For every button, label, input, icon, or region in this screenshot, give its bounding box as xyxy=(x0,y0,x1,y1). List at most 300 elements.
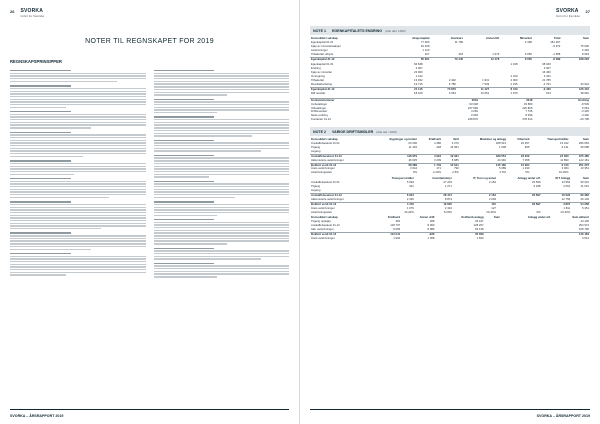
table-cell: 116 979 xyxy=(368,154,418,158)
table-cell: 6 904 xyxy=(372,193,415,197)
column-header: Transport-midler xyxy=(391,176,414,181)
text-line xyxy=(154,163,290,164)
text-line xyxy=(154,250,290,251)
text-line xyxy=(10,168,146,169)
text-line xyxy=(10,264,146,265)
table-cell: 1 193 xyxy=(522,166,530,171)
paragraph-heading xyxy=(10,111,71,112)
table-cell: 65 661 xyxy=(385,57,430,61)
text-line xyxy=(154,119,290,120)
data-table xyxy=(310,216,590,242)
brand-name: SVORKA xyxy=(556,8,579,14)
table-cell: -29 738 xyxy=(579,117,589,122)
text-line xyxy=(154,130,290,131)
table-cell: 7 949 xyxy=(482,81,490,86)
text-line xyxy=(10,140,146,141)
table-cell: 15 964 xyxy=(507,163,530,167)
table-cell: 8 056 xyxy=(500,57,533,61)
table-cell: 1 271 xyxy=(444,184,452,189)
text-line xyxy=(10,119,146,120)
table-cell: 1 904 xyxy=(393,235,401,240)
table-cell: 1 979 xyxy=(510,90,518,95)
text-line xyxy=(154,171,290,172)
table-cell: Omregning xyxy=(311,74,325,79)
text-line xyxy=(10,101,146,102)
page-number: 26 xyxy=(10,9,15,14)
table-cell: Anskaffelseskost 31.12 xyxy=(310,193,372,197)
table-cell: Anskaffelseskost 31.12 xyxy=(311,223,340,228)
table-cell: 12 756 xyxy=(561,196,571,201)
table-cell: -9 430 xyxy=(519,87,552,91)
table-cell: 790 xyxy=(454,166,459,171)
paragraph-heading xyxy=(154,116,215,117)
table-cell: -1 558 xyxy=(552,51,561,56)
table-cell: 2 049 xyxy=(488,196,496,201)
column-header: Sum xyxy=(582,36,589,40)
table-cell: 8 060 xyxy=(427,223,435,228)
table-cell: 43 447 xyxy=(475,219,484,224)
text-line xyxy=(10,107,66,108)
table-cell: 1 079 xyxy=(406,205,414,210)
table-cell: 16 623 xyxy=(542,193,572,197)
column-header: Sum xyxy=(582,176,589,181)
text-line xyxy=(10,81,117,82)
table-cell: Diff resultat xyxy=(311,90,326,95)
table-cell: 251 373 xyxy=(570,163,590,167)
text-line xyxy=(10,197,109,198)
table-cell: 18 109 xyxy=(414,90,423,95)
table-cell: 0% xyxy=(536,209,541,214)
text-line xyxy=(154,186,290,187)
table-cell: 127 xyxy=(491,205,496,210)
text-line xyxy=(10,240,146,241)
text-line xyxy=(10,116,146,117)
table-cell: 6 664 xyxy=(582,105,589,110)
column-header: Sum xyxy=(582,137,589,142)
table-cell: Utbetalinger xyxy=(311,105,327,110)
table-cell: 146 184 xyxy=(552,233,590,237)
table-cell: 93 048 xyxy=(469,101,478,106)
text-line xyxy=(10,181,146,182)
table-cell: 66 848 xyxy=(414,62,423,67)
table-cell: Endring xyxy=(311,66,321,71)
table-cell: 22 357 xyxy=(520,141,530,146)
text-line xyxy=(10,258,146,259)
text-line xyxy=(154,227,290,228)
table-cell: 6 056 xyxy=(524,51,532,56)
column-header: Total xyxy=(553,36,561,40)
table-cell: 0% xyxy=(412,170,418,175)
table-cell: Årets avskrivninger xyxy=(311,205,335,210)
text-line xyxy=(154,122,290,123)
text-line xyxy=(10,212,146,213)
text-line xyxy=(10,78,146,79)
brand-name: SVORKA xyxy=(20,8,44,14)
data-table xyxy=(310,177,590,216)
text-line xyxy=(154,150,261,151)
text-line xyxy=(10,122,146,123)
table-cell: 11 031 xyxy=(580,184,589,189)
table-cell: 8 396 xyxy=(525,113,533,118)
text-line xyxy=(10,99,146,100)
table-cell: 19 715 xyxy=(414,81,423,86)
table-cell: 2 438 xyxy=(524,39,532,44)
table-cell: 26 697 xyxy=(497,193,542,197)
table-cell: 4 486 xyxy=(434,141,442,146)
column-header: Konsolidert selskap xyxy=(311,36,338,40)
table-cell: 7 358 xyxy=(522,157,530,162)
table-cell: Årets avskrivninger xyxy=(311,166,335,171)
table-cell: Årets avskrivninger xyxy=(311,235,335,240)
text-line xyxy=(154,207,290,208)
data-table xyxy=(310,138,590,177)
table-cell: 5-20% xyxy=(443,209,452,214)
table-cell: Tilgang xyxy=(311,184,321,189)
table-cell: 448 xyxy=(436,144,442,149)
body-text-columns xyxy=(10,67,289,279)
table-cell: 44 136 xyxy=(580,219,589,224)
table-cell: Kjøp av minoritet xyxy=(311,70,332,75)
column-header: Minoritet xyxy=(520,36,532,40)
table-cell: 3 867 xyxy=(542,202,572,206)
page-title: NOTER TIL REGNSKAPET FOR 2019 xyxy=(85,38,214,45)
paragraph-heading xyxy=(154,99,215,100)
brand-tagline: Grönt for framtida xyxy=(20,14,44,18)
text-line xyxy=(154,256,290,257)
column-header: Transportmidler xyxy=(547,137,569,142)
table-cell: 145 160 xyxy=(460,163,507,167)
table-cell: 16 460 xyxy=(542,70,551,75)
table-cell: 2 402 xyxy=(448,78,456,83)
text-column-1 xyxy=(10,67,146,279)
page-number: 27 xyxy=(585,9,590,14)
table-cell: 4 512 xyxy=(582,235,589,240)
text-line xyxy=(154,148,290,149)
column-header: IKT Anlegg xyxy=(555,176,571,181)
table-cell: -3 445 xyxy=(581,109,589,114)
table-cell: Avgang xyxy=(311,148,321,153)
column-header: Maskiner og anlegg xyxy=(479,137,506,142)
table-cell: 20-33% xyxy=(486,209,496,214)
paragraph-heading xyxy=(154,140,215,141)
text-line xyxy=(10,223,146,224)
table-cell: 1 679 xyxy=(492,51,500,56)
column-header: Konsolidert selskap xyxy=(311,215,338,220)
column-header: Sum aktivert xyxy=(572,215,589,220)
table-cell: 21 363 xyxy=(530,154,569,158)
text-line xyxy=(154,101,290,102)
paragraph-heading xyxy=(10,253,71,254)
table-cell: 613 xyxy=(546,90,551,95)
page-footer: SVORKA – ÅRSRAPPORT 2019 xyxy=(10,414,64,418)
column-header: Overkurs xyxy=(450,36,464,40)
column-header: Aksje-kapital xyxy=(412,36,430,40)
table-cell: 227 xyxy=(424,51,430,56)
table-cell: 1 120 xyxy=(422,47,430,52)
table-cell: 68 046 xyxy=(542,62,551,67)
table-cell: 15 222 xyxy=(560,141,569,146)
paragraph-heading xyxy=(10,70,71,71)
note-unit: (Alle tall i 1000) xyxy=(376,129,397,134)
table-cell: Avgang xyxy=(311,188,321,192)
text-line xyxy=(154,224,290,225)
text-line xyxy=(10,220,146,221)
text-line xyxy=(10,261,146,262)
text-line xyxy=(10,88,146,89)
table-cell: Tilgang xyxy=(311,144,321,149)
page-footer: SVORKA – ÅRSRAPPORT 2019 xyxy=(536,414,590,418)
column-header: Sum xyxy=(493,215,500,220)
table-cell: 2 434 xyxy=(444,205,452,210)
text-line xyxy=(154,212,290,213)
text-line xyxy=(10,274,66,275)
page-header xyxy=(310,8,590,26)
table-cell: 1 198 xyxy=(510,62,518,67)
table-cell: Tilgang oppkjøp xyxy=(311,219,331,224)
table-cell: 318 xyxy=(458,51,464,56)
data-table xyxy=(310,98,590,124)
text-line xyxy=(154,124,290,125)
table-cell: 8 685 xyxy=(451,157,459,162)
text-line xyxy=(10,134,146,135)
table-cell: 108 790 xyxy=(578,227,589,232)
table-cell: 11 780 xyxy=(454,39,464,44)
text-line xyxy=(10,191,146,192)
table-cell: Bokført verdi 31.12 xyxy=(310,233,372,237)
table-cell: 7 726 xyxy=(525,109,533,114)
text-line xyxy=(154,232,290,233)
column-header: IT, Teori og annet xyxy=(473,176,496,181)
table-cell: 1 038 xyxy=(499,144,506,149)
text-line xyxy=(154,107,290,108)
text-line xyxy=(10,269,146,270)
note-label: EGENKAPITALETS ENDRING xyxy=(331,28,383,33)
table-cell: 5% xyxy=(525,170,530,175)
table-cell: 965 xyxy=(524,144,530,149)
note-number: NOTE 1 xyxy=(313,28,326,33)
table-cell: 11 445 xyxy=(408,144,418,149)
table-cell: Bokført verdi 31.12 xyxy=(310,202,372,206)
text-line xyxy=(10,150,146,151)
table-cell: Avskrivningssats xyxy=(311,170,332,175)
table-cell: 5 993 xyxy=(406,180,414,185)
page-header xyxy=(10,8,289,26)
text-line xyxy=(154,273,290,274)
table-cell: 189 551 xyxy=(460,154,507,158)
text-line xyxy=(10,215,146,216)
text-line xyxy=(10,186,146,187)
table-cell: 3 209 xyxy=(434,157,442,162)
text-line xyxy=(154,204,290,205)
text-line xyxy=(154,194,290,195)
text-line xyxy=(154,265,290,266)
table-cell: 11 427 xyxy=(457,87,490,91)
table-cell: 23 322 xyxy=(507,154,530,158)
text-line xyxy=(154,145,290,146)
text-line xyxy=(154,176,210,177)
table-cell: 54 258 xyxy=(571,202,590,206)
text-column-2 xyxy=(154,67,290,279)
text-line xyxy=(10,217,146,218)
column-header: Kraftverk-anlegg xyxy=(461,215,484,220)
table-cell: 33 883 xyxy=(523,101,533,106)
table-cell: 2 235 xyxy=(510,81,518,86)
table-cell: 21 115 xyxy=(390,87,423,91)
column-header: Kraftverk xyxy=(428,137,442,142)
table-cell: 38 916 xyxy=(580,90,589,95)
text-line xyxy=(154,78,290,79)
table-cell: Akk. avskrivninger xyxy=(311,227,334,232)
paragraph-heading xyxy=(154,263,215,264)
text-line xyxy=(10,235,146,236)
table-cell: Anskaffelseskost 01.01 xyxy=(311,141,340,146)
table-cell: 20 509 xyxy=(532,180,541,185)
column-header: Annen EK xyxy=(485,36,500,40)
data-table xyxy=(310,63,590,97)
table-cell: Endring xyxy=(533,98,590,102)
table-cell: 26 697 xyxy=(497,202,542,206)
table-cell: 9 470 xyxy=(530,163,569,167)
text-line xyxy=(154,92,290,93)
footer-rule xyxy=(310,409,590,410)
text-line xyxy=(154,240,290,241)
paragraph-heading xyxy=(154,181,215,182)
table-cell: 19 600 xyxy=(415,202,453,206)
text-line xyxy=(10,225,146,226)
table-cell: Egenkapital 31.12 xyxy=(310,57,385,61)
table-cell: 6 141 xyxy=(561,144,569,149)
text-line xyxy=(10,166,146,167)
text-line xyxy=(154,276,218,277)
text-line xyxy=(10,209,146,210)
text-line xyxy=(154,112,218,113)
table-cell: 126 434 xyxy=(552,87,590,91)
table-cell: Anskaffelseskost 31.12 xyxy=(310,154,368,158)
table-cell: 80 362 xyxy=(571,193,590,197)
table-cell: 278 614 xyxy=(522,117,533,122)
table-cell: 4 934 xyxy=(418,154,442,158)
table-cell: 2 661 xyxy=(563,184,571,189)
table-cell: 1 600 xyxy=(476,235,484,240)
table-cell: 77 000 xyxy=(420,39,430,44)
table-cell: -926 xyxy=(401,233,435,237)
table-cell: 115 xyxy=(453,202,497,206)
paragraph-heading xyxy=(10,201,71,202)
table-cell: 128 207 xyxy=(473,223,484,228)
text-line xyxy=(154,109,290,110)
right-page xyxy=(300,0,600,424)
text-line xyxy=(10,163,146,164)
text-line xyxy=(154,133,290,134)
table-cell: 4 000 xyxy=(510,78,518,83)
text-line xyxy=(10,266,146,267)
table-cell: 4 564 xyxy=(448,90,456,95)
text-line xyxy=(10,171,146,172)
table-cell: 122 161 xyxy=(578,157,589,162)
table-cell: 13 351 xyxy=(580,166,589,171)
table-cell: 13 962 xyxy=(561,180,571,185)
note-2-header xyxy=(310,127,590,136)
table-cell: Kjøp av minoritetsaksjer xyxy=(311,43,341,48)
table-cell: 911 xyxy=(409,184,414,189)
table-cell: 1 122 xyxy=(415,74,423,79)
table-cell: 254 974 xyxy=(578,223,589,228)
table-cell: 93 138 xyxy=(475,227,484,232)
table-cell: 12 478 xyxy=(464,57,500,61)
table-cell: Netto endring xyxy=(311,113,328,118)
table-cell: 10-20% xyxy=(558,170,569,175)
text-line xyxy=(154,243,227,244)
table-cell: 8 986 xyxy=(427,227,435,232)
table-cell: 2-10% xyxy=(432,170,442,175)
text-line xyxy=(10,142,146,143)
table-cell: 3 270 xyxy=(451,141,459,146)
table-cell: 2 420 xyxy=(582,47,589,52)
text-line xyxy=(154,75,290,76)
column-header: Inventar/utstyr xyxy=(432,176,452,181)
text-line xyxy=(10,124,146,125)
table-cell: 220 825 xyxy=(522,105,533,110)
table-cell: 112 041 xyxy=(372,233,401,237)
paragraph-heading xyxy=(154,155,215,156)
table-cell: 4 479 xyxy=(372,202,415,206)
table-cell: 2019 xyxy=(424,98,478,102)
table-cell: -9 373 xyxy=(552,43,561,48)
table-cell: 118 707 xyxy=(390,223,401,228)
table-cell: -8 539 xyxy=(581,101,589,106)
text-line xyxy=(10,174,74,175)
table-cell: 91 428 xyxy=(420,43,430,48)
table-cell: Innbetalinger xyxy=(311,101,328,106)
text-line xyxy=(10,156,83,157)
text-line xyxy=(154,104,290,105)
table-cell: Egenkapital 01.01 xyxy=(311,39,334,44)
text-line xyxy=(154,142,290,143)
table-cell: 79 440 xyxy=(430,57,464,61)
table-cell: 13 452 xyxy=(414,78,423,83)
data-table xyxy=(310,37,590,63)
table-cell: 23 900 xyxy=(414,70,423,75)
table-cell: 1 931 xyxy=(482,78,490,83)
table-cell: Avskrivninger xyxy=(311,47,328,52)
text-line xyxy=(10,204,146,205)
note-number: NOTE 2 xyxy=(313,129,326,134)
text-line xyxy=(10,256,146,257)
text-line xyxy=(10,75,146,76)
text-line xyxy=(154,191,290,192)
text-line xyxy=(10,91,146,92)
table-cell: 21 785 xyxy=(542,78,551,83)
table-cell: Avskrivningssats xyxy=(311,209,332,214)
table-cell: 16 061 xyxy=(450,144,459,149)
table-cell: 26 104 xyxy=(580,196,589,201)
column-header: Fibernett xyxy=(517,137,530,142)
paragraph-heading xyxy=(10,132,71,133)
table-cell: 375 480 xyxy=(570,154,590,158)
table-cell: -4 402 xyxy=(581,113,589,118)
table-cell: 4 281 xyxy=(470,109,478,114)
text-line xyxy=(154,160,290,161)
table-cell: 1 811 xyxy=(563,205,571,210)
table-cell: 73 879 xyxy=(424,87,457,91)
table-cell: 2 164 xyxy=(453,193,497,197)
table-cell: 3 994 xyxy=(470,113,478,118)
text-line xyxy=(10,207,146,208)
text-line xyxy=(154,183,290,184)
text-line xyxy=(154,83,290,84)
table-cell: 1 749 xyxy=(418,163,442,167)
text-line xyxy=(10,93,146,94)
